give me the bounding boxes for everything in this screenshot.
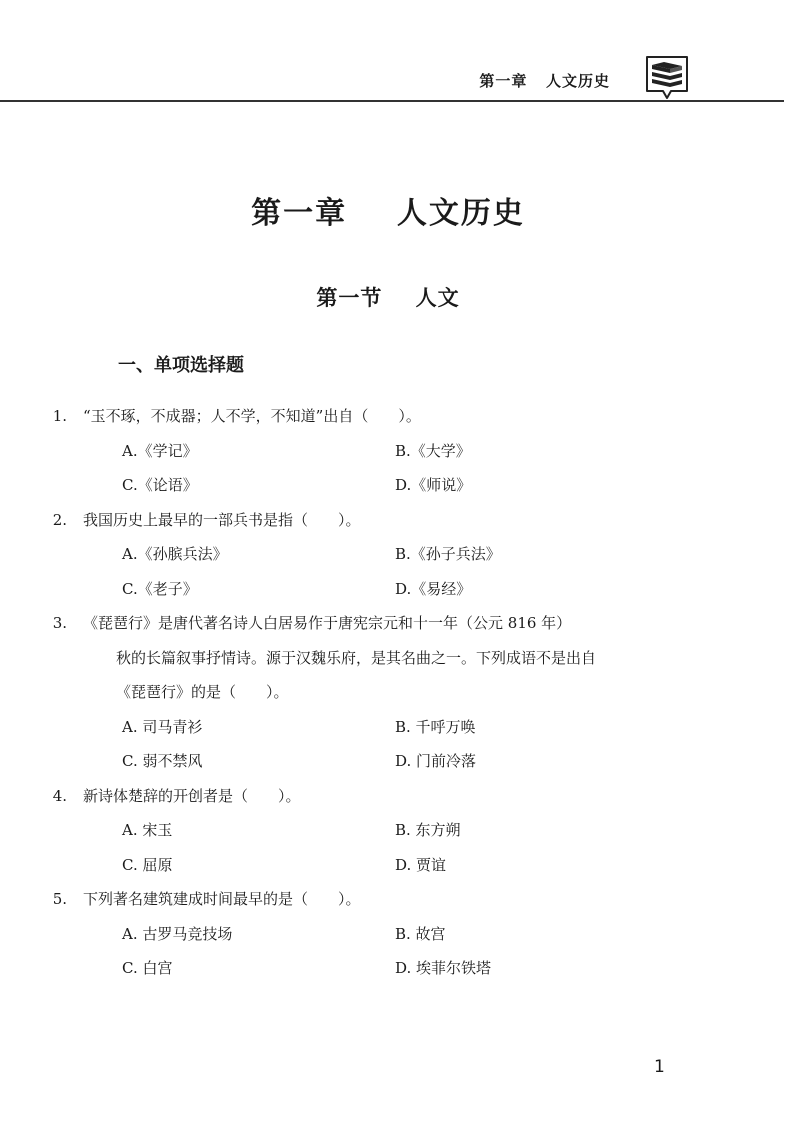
option-a: A. 古罗马竞技场 — [122, 924, 233, 943]
option-b: B. 千呼万唤 — [395, 717, 476, 736]
chapter-title: 第一章 人文历史 — [251, 196, 525, 231]
option-b: B.《孙子兵法》 — [395, 545, 501, 563]
option-a: A.《学记》 — [122, 441, 198, 460]
option-c: C.《老子》 — [122, 579, 198, 598]
option-d: D.《师说》 — [395, 476, 472, 494]
question-number: 1. — [52, 407, 67, 425]
question-list — [0, 399, 800, 986]
option-d: D. 贾谊 — [395, 855, 447, 874]
option-b: B.《大学》 — [395, 441, 471, 460]
option-a: A. 司马青衫 — [122, 717, 203, 736]
question-text: 《琵琶行》是唐代著名诗人白居易作于唐宪宗元和十一年（公元 816 年） — [83, 614, 572, 632]
running-header-title: 第一章 人文历史 — [479, 72, 610, 90]
part-title: 一、单项选择题 — [118, 355, 244, 376]
question-3 — [0, 606, 800, 779]
question-text: 我国历史上最早的一部兵书是指（ ）。 — [83, 510, 361, 529]
option-a: A. 宋玉 — [122, 821, 173, 839]
option-c: C. 屈原 — [122, 855, 173, 874]
question-number: 2. — [52, 510, 67, 529]
option-b: B. 东方朔 — [395, 821, 461, 839]
option-d: D.《易经》 — [395, 579, 472, 598]
question-number: 5. — [52, 890, 67, 908]
question-4 — [0, 779, 800, 883]
option-b: B. 故宫 — [395, 924, 446, 943]
option-c: C. 弱不禁风 — [122, 752, 203, 770]
question-text-continued: 秋的长篇叙事抒情诗。源于汉魏乐府，是其名曲之一。下列成语不是出自 — [116, 648, 597, 667]
question-text: 下列著名建筑建成时间最早的是（ ）。 — [83, 890, 361, 908]
question-text-continued: 《琵琶行》的是（ ）。 — [116, 683, 289, 701]
question-number: 4. — [52, 786, 67, 805]
option-c: C. 白宫 — [122, 959, 173, 977]
option-c: C.《论语》 — [122, 476, 198, 494]
question-text: 新诗体楚辞的开创者是（ ）。 — [83, 786, 301, 805]
question-1 — [0, 399, 800, 503]
book-stack-icon — [644, 54, 690, 104]
option-d: D. 门前冷落 — [395, 752, 477, 770]
question-5 — [0, 882, 800, 986]
question-number: 3. — [52, 614, 67, 632]
question-text: “玉不琢，不成器；人不学，不知道”出自（ ）。 — [83, 407, 421, 425]
option-a: A.《孙膑兵法》 — [122, 545, 228, 563]
option-d: D. 埃菲尔铁塔 — [395, 959, 492, 977]
question-2 — [0, 503, 800, 607]
page-number: 1 — [654, 1057, 665, 1077]
section-title: 第一节 人文 — [316, 286, 460, 310]
